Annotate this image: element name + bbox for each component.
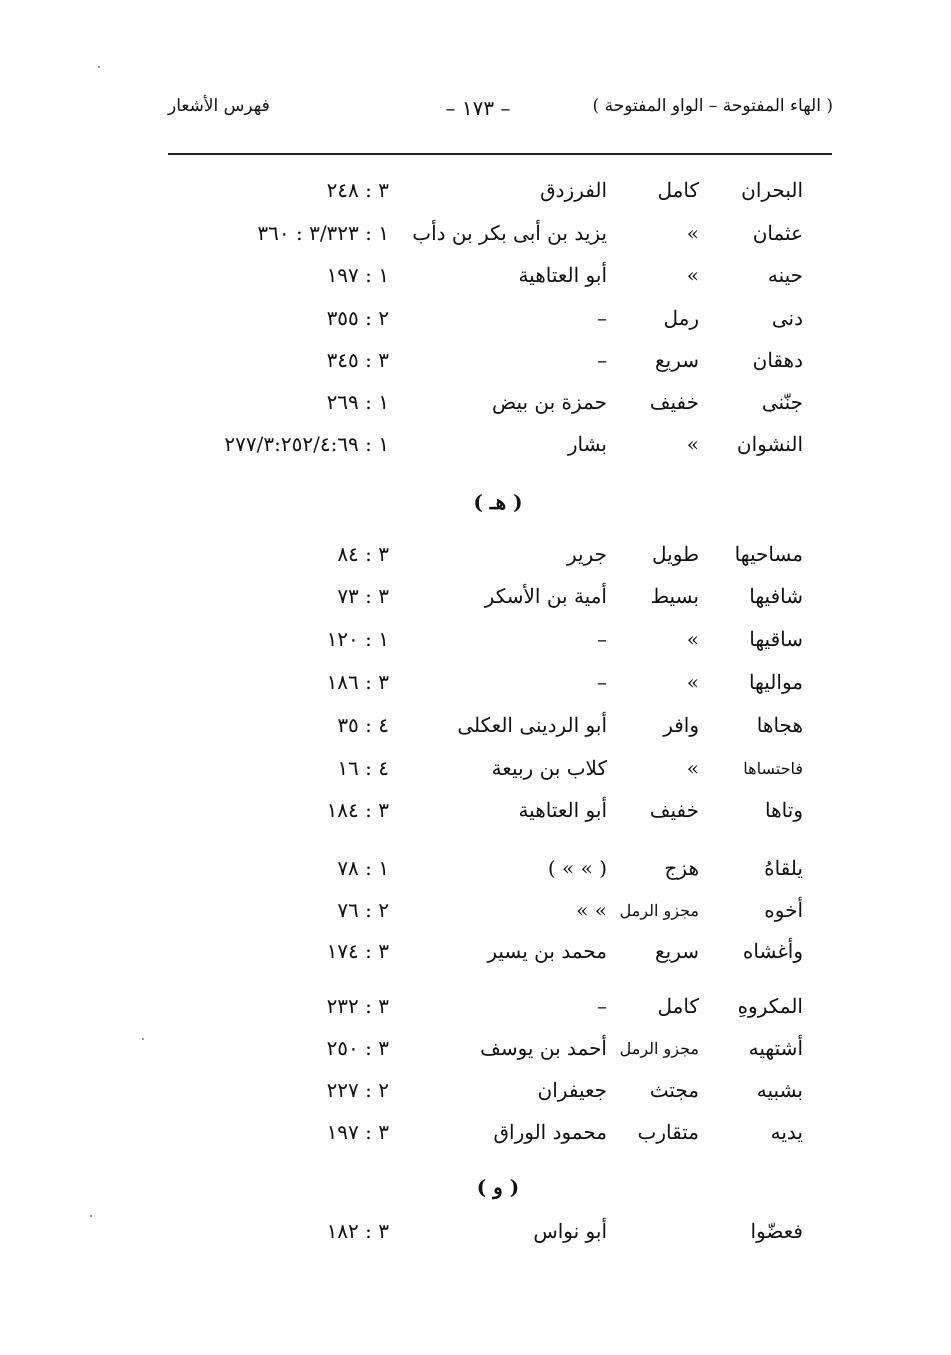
index-row — [0, 898, 951, 928]
volume-page-ref: ٣ : ١٧٤ — [326, 939, 389, 963]
volume-page-ref: ٣ : ١٩٧ — [326, 1120, 389, 1144]
poet: » » — [576, 898, 607, 922]
index-row — [0, 1219, 951, 1249]
index-row — [0, 756, 951, 786]
poet: الفرزدق — [540, 178, 607, 202]
rhyme-word: أخوه — [764, 898, 803, 922]
index-row — [0, 856, 951, 886]
rhyme-word: مواليها — [748, 670, 803, 694]
index-row — [0, 1120, 951, 1150]
volume-page-ref: ٢ : ٢٢٧ — [326, 1078, 389, 1102]
meter: مجزو الرمل — [619, 901, 699, 920]
volume-page-ref: ٢ : ٧٦ — [337, 898, 389, 922]
volume-page-ref: ٣ : ٢٥٠ — [326, 1036, 389, 1060]
rhyme-word: دهقان — [752, 348, 803, 372]
volume-page-ref: ٣ : ١٨٤ — [326, 798, 389, 822]
section-heading: ( هـ ) — [473, 490, 523, 514]
poet: جرير — [567, 542, 607, 566]
meter: » — [686, 670, 699, 694]
poet: كلاب بن ربيعة — [491, 756, 607, 780]
poet: أحمد بن يوسف — [480, 1036, 607, 1060]
index-row — [0, 221, 951, 251]
volume-page-ref: ٣ : ٧٣ — [337, 584, 389, 608]
meter: كامل — [657, 178, 699, 202]
rhyme-word: المكروهِ — [737, 994, 803, 1018]
rhyme-word: ساقيها — [749, 627, 803, 651]
volume-page-ref: ٣ : ٨٤ — [337, 542, 389, 566]
volume-page-ref: ١ : ٧٨ — [337, 856, 389, 880]
meter: » — [686, 263, 699, 287]
index-row — [0, 627, 951, 657]
meter: بسيط — [650, 584, 699, 608]
rhyme-word: حينه — [767, 263, 803, 287]
rhyme-word: أشتهيه — [748, 1036, 803, 1060]
meter: متقارب — [637, 1120, 699, 1144]
volume-page-ref: ٣ : ٣٤٥ — [326, 348, 389, 372]
rhyme-word: النشوان — [736, 432, 803, 456]
meter: سريع — [654, 348, 699, 372]
scan-speck — [90, 1215, 92, 1217]
rhyme-word: فعضّوا — [750, 1219, 803, 1243]
rhyme-word: دنى — [771, 306, 803, 330]
volume-page-ref: ٢ : ٣٥٥ — [326, 306, 389, 330]
poet: – — [597, 306, 607, 330]
index-row — [0, 263, 951, 293]
meter: سريع — [654, 939, 699, 963]
rhyme-word: مساحيها — [734, 542, 803, 566]
meter: طويل — [652, 542, 699, 566]
rhyme-word: عثمان — [752, 221, 803, 245]
poet: أبو العتاهية — [518, 263, 607, 287]
rhyme-word: يديه — [770, 1120, 803, 1144]
rhyme-word: وتاها — [765, 798, 803, 822]
poet: بشار — [567, 432, 607, 456]
meter: خفيف — [649, 390, 699, 414]
meter: » — [686, 432, 699, 456]
index-row — [0, 584, 951, 614]
poet: حمزة بن بيض — [491, 390, 607, 414]
index-row — [0, 798, 951, 828]
poet: – — [597, 994, 607, 1018]
rhyme-word: جنّنى — [761, 390, 803, 414]
poet: محمود الوراق — [493, 1120, 607, 1144]
rhyme-word: شافيها — [749, 584, 803, 608]
index-row — [0, 390, 951, 420]
poet: أمية بن الأسكر — [484, 584, 607, 608]
index-row — [0, 348, 951, 378]
index-row — [0, 713, 951, 743]
meter: » — [686, 221, 699, 245]
poet: – — [597, 670, 607, 694]
index-row — [0, 1036, 951, 1066]
meter: » — [686, 627, 699, 651]
volume-page-ref: ١ : ١٩٧ — [326, 263, 389, 287]
index-row — [0, 1078, 951, 1108]
poet: أبو نواس — [533, 1219, 607, 1243]
poet: – — [597, 627, 607, 651]
volume-page-ref: ١ : ٢٧٧/٣:٢٥٢/٤:٦٩ — [224, 432, 389, 456]
rhyme-word: البحران — [741, 178, 803, 202]
meter: وافر — [663, 713, 699, 737]
volume-page-ref: ١ : ١٢٠ — [326, 627, 389, 651]
scan-speck — [98, 66, 100, 68]
volume-page-ref: ٣ : ١٨٢ — [326, 1219, 389, 1243]
meter: خفيف — [649, 798, 699, 822]
rhyme-word: فاحتساها — [743, 759, 803, 778]
meter: رمل — [663, 306, 699, 330]
rhyme-word: وأغشاه — [742, 939, 803, 963]
poet: يزيد بن أبى بكر بن دأب — [412, 221, 607, 245]
volume-page-ref: ١ : ٢٦٩ — [326, 390, 389, 414]
rhyme-word: يلقاهُ — [764, 856, 803, 880]
index-row — [0, 670, 951, 700]
volume-page-ref: ٤ : ١٦ — [337, 756, 389, 780]
meter: » — [686, 756, 699, 780]
index-row — [0, 178, 951, 208]
scan-speck — [142, 1038, 144, 1040]
meter: كامل — [657, 994, 699, 1018]
meter: مجتث — [649, 1078, 699, 1102]
index-row — [0, 432, 951, 462]
index-row — [0, 994, 951, 1024]
poet: أبو العتاهية — [518, 798, 607, 822]
volume-page-ref: ١ : ٣/٣٢٣ : ٣٦٠ — [257, 221, 389, 245]
poet: أبو الردينى العكلى — [457, 713, 607, 737]
volume-page-ref: ٣ : ١٨٦ — [326, 670, 389, 694]
volume-page-ref: ٤ : ٣٥ — [337, 713, 389, 737]
volume-page-ref: ٣ : ٢٤٨ — [326, 178, 389, 202]
header-rule — [168, 153, 832, 155]
index-row — [0, 306, 951, 336]
poet: محمد بن يسير — [487, 939, 607, 963]
rhyme-word: بشبيه — [756, 1078, 803, 1102]
meter: مجزو الرمل — [619, 1039, 699, 1058]
volume-page-ref: ٣ : ٢٣٢ — [326, 994, 389, 1018]
rhyme-word: هجاها — [756, 713, 803, 737]
poet: ( » » ) — [547, 856, 607, 880]
poet: – — [597, 348, 607, 372]
section-heading: ( و ) — [476, 1175, 520, 1199]
index-row — [0, 542, 951, 572]
poet: جعيفران — [537, 1078, 607, 1102]
section-title: ( الهاء المفتوحة – الواو المفتوحة ) — [592, 96, 833, 116]
running-title: فهرس الأشعار — [168, 96, 270, 116]
meter: هزج — [664, 856, 699, 880]
page-number: – ١٧٣ – — [445, 96, 511, 120]
index-row — [0, 939, 951, 969]
